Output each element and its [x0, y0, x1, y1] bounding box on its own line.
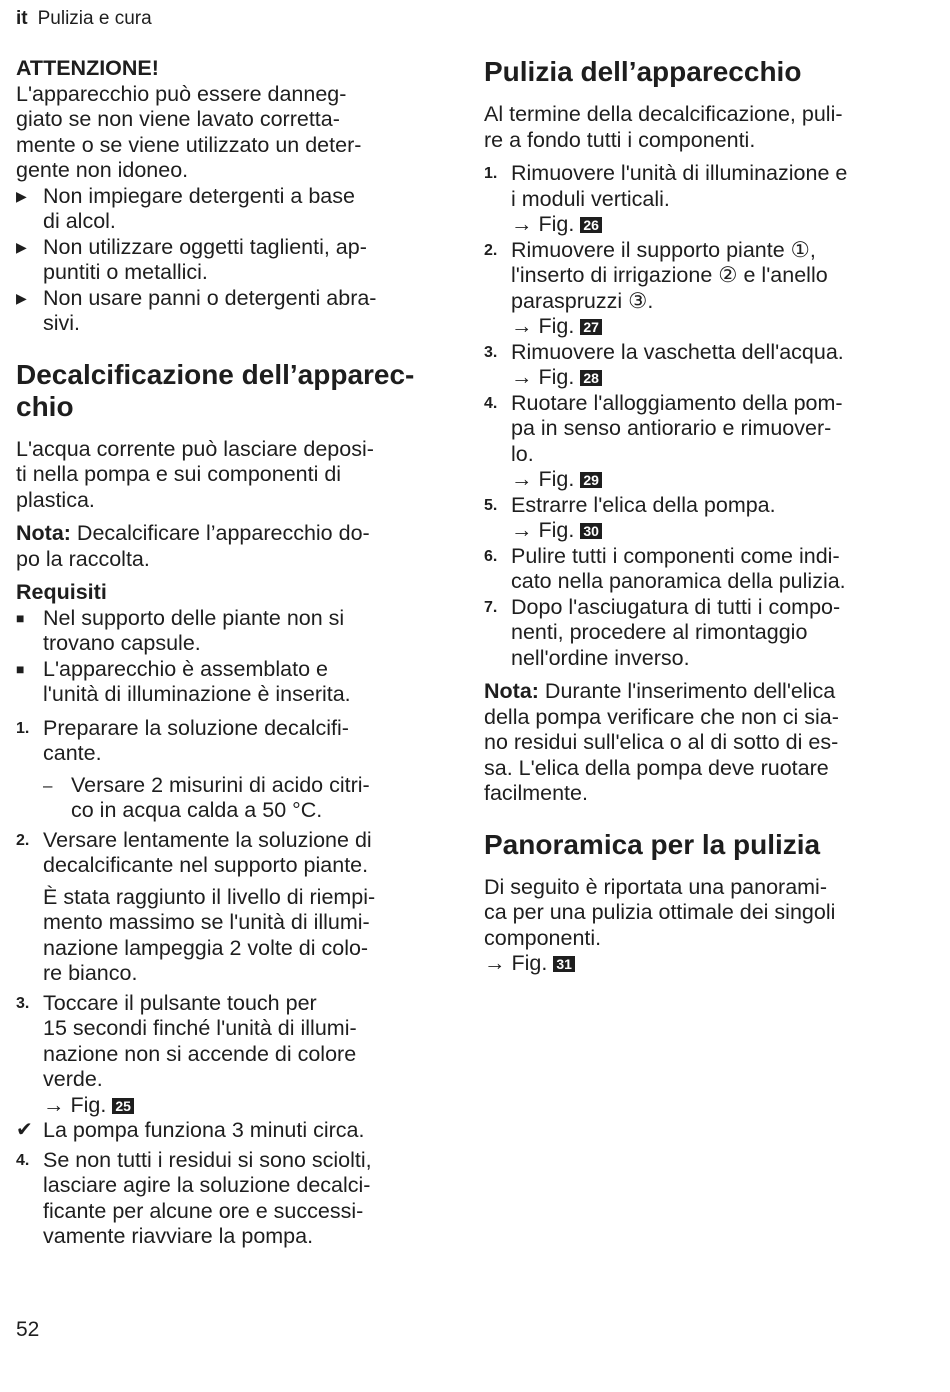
heading-line: chio	[16, 390, 74, 422]
step-line: decalcificante nel supporto piante.	[43, 853, 369, 877]
section-heading-overview: Panoramica per la pulizia	[484, 828, 821, 860]
info-line: nazione lampeggia 2 volte di colo-	[43, 935, 369, 960]
note-label: Nota:	[484, 679, 539, 703]
requirement-item	[16, 606, 446, 657]
info-line: mento massimo se l'unità di illumi-	[43, 910, 370, 934]
figure-number-badge: 25	[112, 1098, 134, 1114]
clean-step-4	[484, 391, 924, 493]
warning-bullet	[16, 184, 446, 235]
req-line: L'apparecchio è assemblato e	[43, 656, 328, 681]
triangle-bullet-icon: ▶	[16, 187, 27, 204]
clean-intro	[484, 102, 924, 153]
figure-link[interactable]: → Fig.	[43, 1092, 107, 1117]
dash-bullet: –	[43, 775, 53, 795]
clean-step-7	[484, 595, 924, 672]
clean-step-1	[484, 161, 924, 238]
figure-number-badge: 28	[580, 370, 602, 386]
intro-line: ti nella pompa e sui componenti di	[16, 462, 342, 486]
intro-line: re a fondo tutti i componenti.	[484, 127, 756, 152]
figure-reference[interactable]	[511, 212, 924, 238]
figure-reference[interactable]	[511, 314, 924, 340]
figure-link[interactable]: → Fig.	[511, 365, 575, 389]
warning-block	[16, 56, 446, 337]
overview-line: Di seguito è riportata una panorami-	[484, 874, 827, 899]
figure-link[interactable]: → Fig.	[484, 951, 548, 975]
step-line: Ruotare l'alloggiamento della pom-	[511, 390, 843, 415]
figure-link[interactable]: → Fig.	[511, 467, 575, 491]
section-title: Pulizia e cura	[37, 8, 152, 29]
page-number: 52	[16, 1318, 40, 1341]
step-line: Preparare la soluzione decalcifi-	[43, 715, 349, 740]
clean-step-6	[484, 544, 924, 595]
note-label: Nota:	[16, 521, 71, 545]
warning-line: giato se non viene lavato corretta-	[16, 107, 340, 131]
triangle-bullet-icon: ▶	[16, 289, 27, 306]
figure-reference[interactable]	[511, 467, 924, 493]
substep-line: co in acqua calda a 50 °C.	[71, 798, 323, 822]
warning-line: mente o se viene utilizzato un deter-	[16, 132, 362, 157]
figure-link[interactable]: → Fig.	[511, 212, 575, 236]
bullet-line: puntiti o metallici.	[43, 260, 208, 284]
warning-line: gente non idoneo.	[16, 158, 189, 182]
step-line: Rimuovere l'unità di illuminazione e	[511, 161, 848, 185]
decal-step-3	[16, 991, 446, 1119]
heading-line: Decalcificazione dell’apparec-	[16, 358, 415, 390]
note-line: facilmente.	[484, 781, 588, 805]
step-line: Rimuovere il supporto piante ①,	[511, 237, 816, 262]
step-line: Versare lentamente la soluzione di	[43, 827, 372, 852]
req-line: Nel supporto delle piante non si	[43, 605, 345, 630]
step-line: vamente riavviare la pompa.	[43, 1224, 314, 1248]
bullet-line: di alcol.	[43, 209, 116, 233]
clean-steps-list	[484, 161, 924, 671]
step-number: 1.	[16, 719, 30, 737]
step-line: i moduli verticali.	[511, 186, 670, 211]
req-line: trovano capsule.	[43, 631, 201, 655]
step-line: Rimuovere la vaschetta dell'acqua.	[511, 339, 844, 364]
step-line: ficante per alcune ore e successi-	[43, 1198, 364, 1223]
figure-link[interactable]: → Fig.	[511, 518, 575, 542]
note-text: Decalcificare l’apparecchio do-	[70, 521, 370, 545]
decal-note	[16, 521, 446, 572]
warning-bullet	[16, 286, 446, 337]
step-line: verde.	[43, 1067, 103, 1091]
square-bullet-icon: ■	[16, 609, 25, 626]
figure-reference[interactable]	[511, 518, 924, 544]
result-line	[16, 1118, 446, 1144]
language-code: it	[16, 8, 28, 29]
step-line: Estrarre l'elica della pompa.	[511, 492, 776, 517]
step-number: 7.	[484, 598, 498, 616]
step-line: cato nella panoramica della pulizia.	[511, 569, 846, 593]
step-number: 2.	[16, 831, 30, 849]
req-line: l'unità di illuminazione è inserita.	[43, 682, 351, 706]
step-line: Pulire tutti i componenti come indi-	[511, 543, 840, 568]
bullet-line: Non utilizzare oggetti taglienti, ap-	[43, 234, 367, 259]
figure-reference[interactable]	[43, 1093, 446, 1119]
left-column	[16, 56, 446, 1250]
info-line: È stata raggiunto il livello di riempi-	[43, 884, 376, 909]
step-line: nell'ordine inverso.	[511, 645, 690, 670]
step-number: 6.	[484, 547, 498, 565]
figure-number-badge: 26	[580, 217, 602, 233]
decal-step-1	[16, 716, 446, 767]
note-text: Durante l'inserimento dell'elica	[538, 679, 836, 703]
note-line: no residui sull'elica o al di sotto di es-	[484, 730, 839, 754]
step-line: lasciare agire la soluzione decalci-	[43, 1173, 371, 1197]
step-number: 3.	[484, 343, 498, 361]
intro-line: plastica.	[16, 487, 95, 512]
step-line: nenti, procedere al rimontaggio	[511, 620, 808, 644]
bullet-line: Non usare panni o detergenti abra-	[43, 285, 377, 310]
warning-title: ATTENZIONE!	[16, 56, 159, 80]
clean-step-2	[484, 238, 924, 340]
clean-step-5	[484, 493, 924, 544]
step-line: Dopo l'asciugatura di tutti i compo-	[511, 594, 841, 619]
check-icon: ✔	[16, 1119, 33, 1141]
figure-reference[interactable]	[511, 365, 924, 391]
step-number: 4.	[16, 1151, 30, 1169]
requirements-title: Requisiti	[16, 580, 107, 604]
step-line: nazione non si accende di colore	[43, 1041, 357, 1066]
overview-line: componenti.	[484, 925, 602, 950]
figure-number-badge: 29	[580, 472, 602, 488]
bullet-line: sivi.	[43, 311, 81, 335]
warning-line: L'apparecchio può essere danneg-	[16, 81, 347, 106]
section-heading-decalcification	[16, 359, 446, 423]
decal-intro	[16, 437, 446, 514]
step-line: Se non tutti i residui si sono sciolti,	[43, 1147, 372, 1172]
figure-number-badge: 30	[580, 523, 602, 539]
info-line: re bianco.	[43, 961, 138, 985]
note-text: po la raccolta.	[16, 546, 150, 571]
step-number: 3.	[16, 994, 30, 1012]
step-number: 1.	[484, 165, 498, 182]
triangle-bullet-icon: ▶	[16, 238, 27, 255]
decal-step-2	[16, 828, 446, 879]
step-number: 5.	[484, 496, 498, 514]
clean-note	[484, 679, 924, 807]
step-line: Toccare il pulsante touch per	[43, 990, 317, 1015]
step-line: 15 secondi finché l'unità di illumi-	[43, 1016, 357, 1040]
decal-step-2-info	[43, 885, 446, 987]
page-header	[16, 6, 152, 32]
step-line: pa in senso antiorario e rimuover-	[511, 416, 832, 440]
section-heading-cleaning: Pulizia dell’apparecchio	[484, 56, 802, 87]
square-bullet-icon: ■	[16, 660, 25, 677]
figure-number-badge: 31	[553, 956, 575, 972]
result-text: La pompa funziona 3 minuti circa.	[43, 1118, 365, 1142]
step-line: lo.	[511, 441, 534, 466]
substep-line: Versare 2 misurini di acido citri-	[71, 772, 370, 797]
requirement-item	[16, 657, 446, 708]
figure-link[interactable]: → Fig.	[511, 314, 575, 338]
step-line: l'inserto di irrigazione ② e l'anello	[511, 263, 828, 287]
decal-substep	[43, 773, 446, 824]
decal-step-4	[16, 1148, 446, 1250]
step-number: 2.	[484, 241, 498, 259]
figure-number-badge: 27	[580, 319, 602, 335]
intro-line: Al termine della decalcificazione, puli-	[484, 102, 843, 126]
right-column	[484, 56, 924, 977]
note-line: della pompa verificare che non ci sia-	[484, 704, 839, 729]
intro-line: L'acqua corrente può lasciare deposi-	[16, 436, 374, 461]
note-line: sa. L'elica della pompa deve ruotare	[484, 755, 829, 780]
warning-bullet	[16, 235, 446, 286]
step-number: 4.	[484, 394, 498, 412]
overview-text	[484, 875, 924, 977]
step-line: cante.	[43, 741, 102, 765]
clean-step-3	[484, 340, 924, 391]
figure-reference[interactable]	[484, 951, 924, 977]
overview-line: ca per una pulizia ottimale dei singoli	[484, 900, 836, 924]
step-line: paraspruzzi ③.	[511, 288, 654, 313]
bullet-line: Non impiegare detergenti a base	[43, 183, 355, 208]
